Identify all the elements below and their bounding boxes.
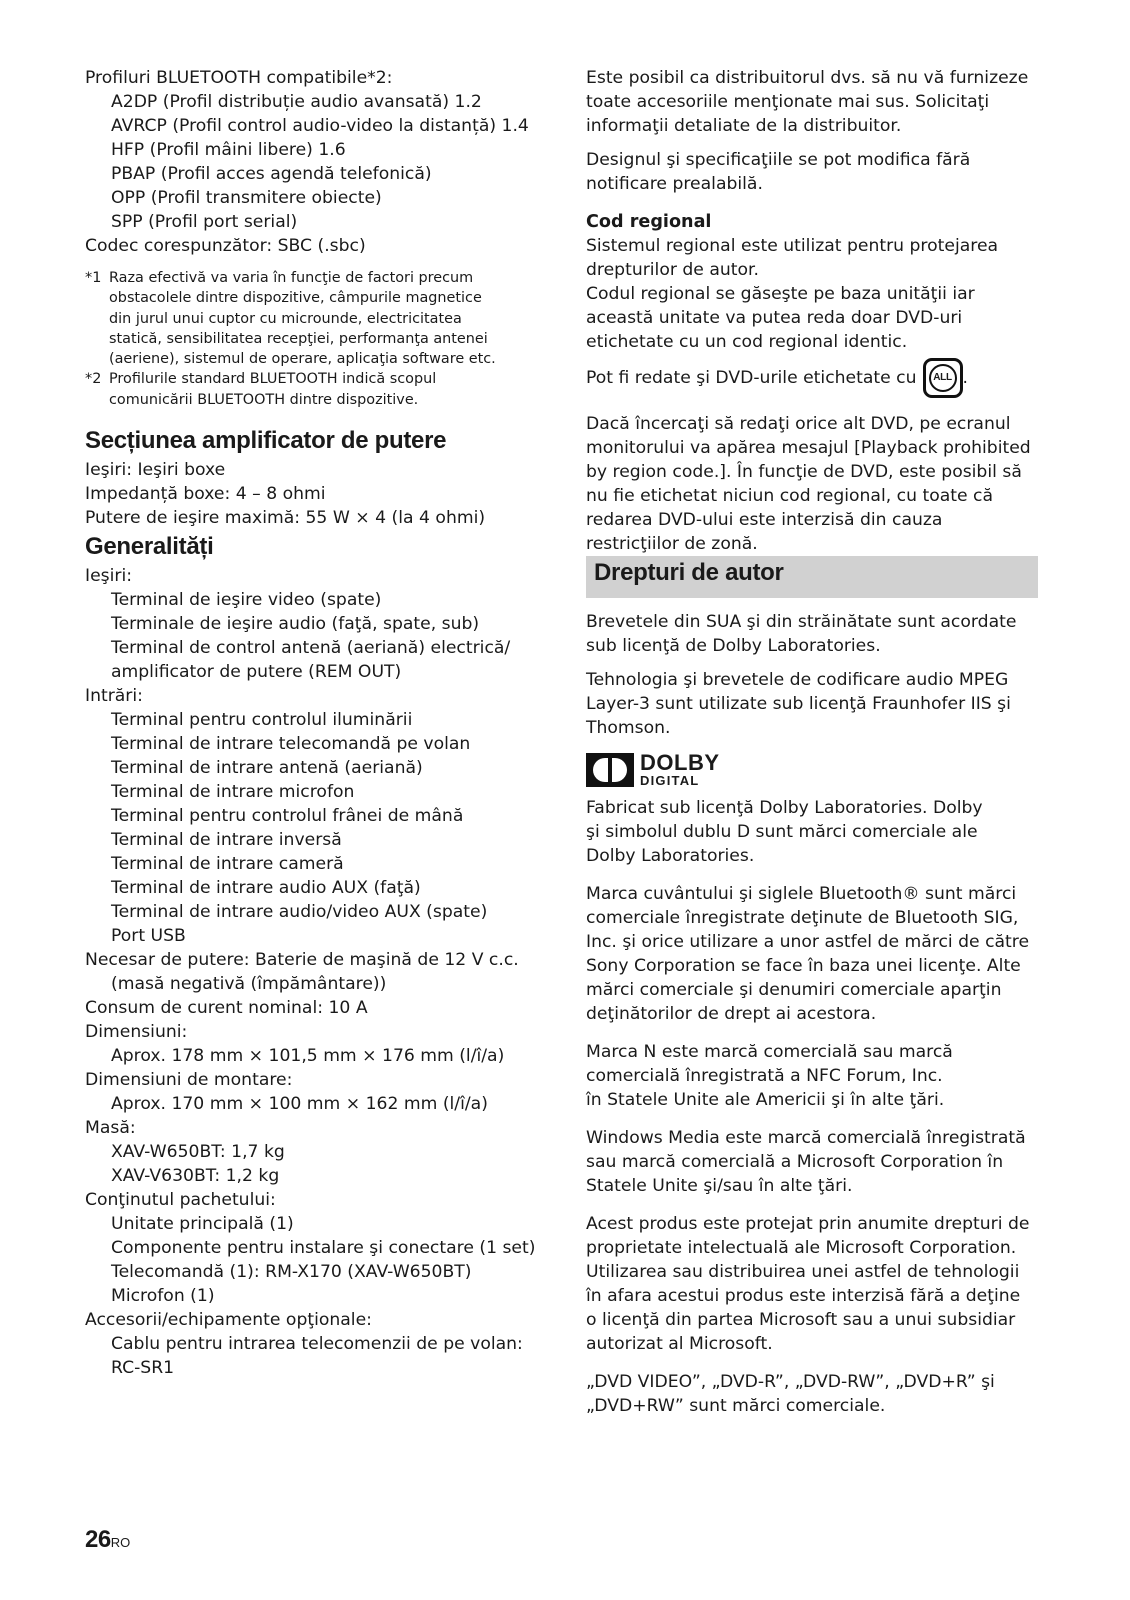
section-title-general: Generalități: [85, 533, 214, 561]
spec-line: Impedanță boxe: 4 – 8 ohmi: [85, 484, 326, 505]
list-item: Port USB: [111, 926, 186, 947]
dimensions-label: Dimensiuni:: [85, 1022, 188, 1043]
footnote-mark: *1: [85, 270, 102, 286]
paragraph-line: Sony Corporation se face în baza unei licenţe. Alte: [586, 956, 1021, 976]
list-item: Terminal pentru controlul iluminării: [111, 710, 413, 731]
footnote-2: [85, 369, 555, 410]
list-item: OPP (Profil transmitere obiecte): [111, 188, 382, 208]
footnote-line: statică, sensibilitatea recepţiei, performanţa antenei: [109, 330, 488, 347]
paragraph-line: drepturilor de autor.: [586, 260, 759, 280]
list-item: Cablu pentru intrarea telecomenzii de pe volan:: [111, 1334, 523, 1355]
dolby-double-d-icon: [586, 753, 634, 787]
list-item: Terminal de intrare audio AUX (faţă): [111, 878, 421, 899]
footnotes: [85, 268, 555, 410]
region-all-text: Pot fi redate şi DVD-urile etichetate cu: [586, 368, 917, 388]
paragraph-line: Inc. şi orice utilizare a unor astfel de mărci de către: [586, 932, 1030, 952]
list-item: Terminal de intrare cameră: [111, 854, 344, 875]
region-all-line: [586, 354, 1038, 402]
list-item: RC-SR1: [111, 1358, 175, 1379]
paragraph-line: Dacă încercaţi să redaţi orice alt DVD, pe ecranul: [586, 414, 1011, 434]
dolby-logo-line1: DOLBY: [640, 749, 720, 775]
paragraph-line: comerciale înregistrate deţinute de Bluetooth SIG,: [586, 908, 1019, 928]
list-item: SPP (Profil port serial): [111, 212, 298, 232]
footnote-line: din jurul unui cuptor cu microunde, electricitatea: [109, 310, 462, 327]
mount-dimensions-label: Dimensiuni de montare:: [85, 1070, 293, 1091]
paragraph-line: by region code.]. În funcţie de DVD, este posibil să: [586, 462, 1022, 482]
spec-line: Ieşiri: Ieşiri boxe: [85, 460, 226, 481]
paragraph-line: Thomson.: [586, 718, 671, 738]
outputs-label: Ieşiri:: [85, 566, 133, 587]
bt-profiles-title: Profiluri BLUETOOTH compatibile*2:: [85, 68, 393, 88]
paragraph-line: etichetate cu un cod regional identic.: [586, 332, 908, 352]
list-item: Unitate principală (1): [111, 1214, 294, 1235]
spec-line: Putere de ieşire maximă: 55 W × 4 (la 4 ohmi): [85, 508, 486, 529]
paragraph-line: autorizat al Microsoft.: [586, 1334, 773, 1354]
footnote-1: [85, 268, 555, 369]
section-title-amplifier: Secțiunea amplificator de putere: [85, 427, 447, 455]
region-all-period: .: [962, 368, 968, 388]
footnote-line: (aeriene), sistemul de operare, aplicaţia software etc.: [109, 351, 496, 368]
mount-dimensions-value: Aprox. 170 mm × 100 mm × 162 mm (l/î/a): [111, 1094, 488, 1115]
page-number: [85, 1526, 130, 1554]
paragraph-line: proprietate intelectuală ale Microsoft Corporation.: [586, 1238, 1017, 1258]
paragraph-line: Este posibil ca distribuitorul dvs. să nu vă furnizeze: [586, 68, 1029, 88]
paragraph-line: nu fie etichetat niciun cod regional, cu toate că: [586, 486, 994, 506]
optional-label: Accesorii/echipamente opţionale:: [85, 1310, 372, 1331]
paragraph-line: Dolby Laboratories.: [586, 846, 755, 866]
package-label: Conţinutul pachetului:: [85, 1190, 276, 1211]
dolby-logo-text: [640, 749, 720, 788]
region-code-title: Cod regional: [586, 212, 712, 232]
footnote-line: obstacolele dintre dispozitive, câmpurile magnetice: [109, 290, 482, 307]
paragraph-line: în afara acestui produs este interzisă fără a deţine: [586, 1286, 1021, 1306]
paragraph-line: monitorului va apărea mesajul [Playback prohibited: [586, 438, 1031, 458]
list-item: XAV-W650BT: 1,7 kg: [111, 1142, 285, 1163]
paragraph-line: Tehnologia şi brevetele de codificare audio MPEG: [586, 670, 1009, 690]
left-column: [85, 66, 555, 1380]
paragraph-line: notificare prealabilă.: [586, 174, 763, 194]
dimensions-value: Aprox. 178 mm × 101,5 mm × 176 mm (l/î/a): [111, 1046, 505, 1067]
list-item: Terminal de intrare inversă: [111, 830, 342, 851]
list-item: Terminal de intrare microfon: [111, 782, 355, 803]
list-item: Terminal pentru controlul frânei de mână: [111, 806, 464, 827]
footnote-line: comunicării BLUETOOTH dintre dispozitive.: [109, 391, 419, 408]
paragraph-line: în Statele Unite ale Americii şi în alte ţări.: [586, 1090, 945, 1110]
codec-line: Codec corespunzător: SBC (.sbc): [85, 236, 366, 256]
list-item: Terminal de control antenă (aeriană) electrică/: [111, 638, 511, 659]
list-item: PBAP (Profil acces agendă telefonică): [111, 164, 432, 184]
paragraph-line: sub licenţă de Dolby Laboratories.: [586, 636, 881, 656]
footnote-mark: *2: [85, 371, 102, 388]
paragraph-line: Sistemul regional este utilizat pentru protejarea: [586, 236, 999, 256]
section-title-copyright: Drepturi de autor: [586, 556, 1038, 598]
paragraph-line: sau marcă comercială a Microsoft Corporation în: [586, 1152, 1004, 1172]
paragraph-line: restricţiilor de zonă.: [586, 534, 758, 554]
paragraph-line: Fabricat sub licenţă Dolby Laboratories. Dolby: [586, 798, 983, 818]
footnote-line: Raza efectivă va varia în funcţie de factori precum: [109, 270, 474, 286]
paragraph-line: redarea DVD-ului este interzisă din cauza: [586, 510, 943, 530]
list-item: AVRCP (Profil control audio-video la distanță) 1.4: [111, 116, 529, 136]
list-item: Terminal de intrare antenă (aeriană): [111, 758, 423, 779]
paragraph-line: Brevetele din SUA şi din străinătate sunt acordate: [586, 612, 1017, 632]
list-item: Telecomandă (1): RM-X170 (XAV-W650BT): [111, 1262, 472, 1283]
list-item: Terminal de intrare audio/video AUX (spate): [111, 902, 488, 923]
list-item: Terminal de intrare telecomandă pe volan: [111, 734, 471, 755]
paragraph-line: Utilizarea sau distribuirea unei astfel de tehnologii: [586, 1262, 1020, 1282]
page-number-value: 26: [85, 1526, 111, 1553]
paragraph-line: deţinătorilor de drept ai acestora.: [586, 1004, 877, 1024]
footnote-line: Profilurile standard BLUETOOTH indică scopul: [109, 371, 437, 388]
paragraph-line: Acest produs este protejat prin anumite drepturi de: [586, 1214, 1030, 1234]
paragraph-line: Layer-3 sunt utilizate sub licenţă Fraunhofer IIS şi: [586, 694, 1011, 714]
dolby-digital-logo: [586, 746, 1038, 794]
paragraph-line: Statele Unite şi/sau în alte ţări.: [586, 1176, 853, 1196]
paragraph-line: toate accesoriile menţionate mai sus. Solicitaţi: [586, 92, 990, 112]
paragraph-line: Designul şi specificaţiile se pot modifica fără: [586, 150, 971, 170]
paragraph-line: Marca cuvântului şi siglele Bluetooth® sunt mărci: [586, 884, 1017, 904]
paragraph-line: Codul regional se găseşte pe baza unităţii iar: [586, 284, 975, 304]
list-item: amplificator de putere (REM OUT): [111, 662, 402, 683]
paragraph-line: o licenţă din partea Microsoft sau a unui subsidiar: [586, 1310, 1016, 1330]
list-item: Microfon (1): [111, 1286, 215, 1307]
list-item: Terminal de ieşire video (spate): [111, 590, 382, 611]
region-all-icon-label: ALL: [929, 364, 957, 392]
region-all-icon: [923, 358, 963, 398]
list-item: A2DP (Profil distribuție audio avansată) 1.2: [111, 92, 482, 112]
paragraph-line: comercială înregistrată a NFC Forum, Inc.: [586, 1066, 943, 1086]
list-item: Terminale de ieşire audio (faţă, spate, sub): [111, 614, 480, 635]
paragraph-line: Windows Media este marcă comercială înregistrată: [586, 1128, 1026, 1148]
current-consumption: Consum de curent nominal: 10 A: [85, 998, 368, 1019]
right-column: [586, 66, 1038, 1418]
page-language-code: RO: [110, 1535, 131, 1550]
paragraph-line: mărci comerciale şi denumiri comerciale aparţin: [586, 980, 1002, 1000]
paragraph-line: „DVD VIDEO”, „DVD-R”, „DVD-RW”, „DVD+R” şi: [586, 1372, 995, 1392]
paragraph-line: „DVD+RW” sunt mărci comerciale.: [586, 1396, 886, 1416]
paragraph-line: şi simbolul dublu D sunt mărci comerciale ale: [586, 822, 978, 842]
paragraph-line: Marca N este marcă comercială sau marcă: [586, 1042, 953, 1062]
paragraph-line: informaţii detaliate de la distribuitor.: [586, 116, 902, 136]
mass-label: Masă:: [85, 1118, 136, 1139]
dolby-logo-line2: DIGITAL: [640, 772, 700, 788]
list-item: XAV-V630BT: 1,2 kg: [111, 1166, 280, 1187]
list-item: Componente pentru instalare şi conectare (1 set): [111, 1238, 536, 1259]
inputs-label: Intrări:: [85, 686, 143, 707]
list-item: HFP (Profil mâini libere) 1.6: [111, 140, 346, 160]
power-requirement: Necesar de putere: Baterie de maşină de 12 V c.c.: [85, 950, 519, 971]
paragraph-line: această unitate va putea reda doar DVD-uri: [586, 308, 963, 328]
power-requirement-cont: (masă negativă (împământare)): [111, 974, 387, 995]
